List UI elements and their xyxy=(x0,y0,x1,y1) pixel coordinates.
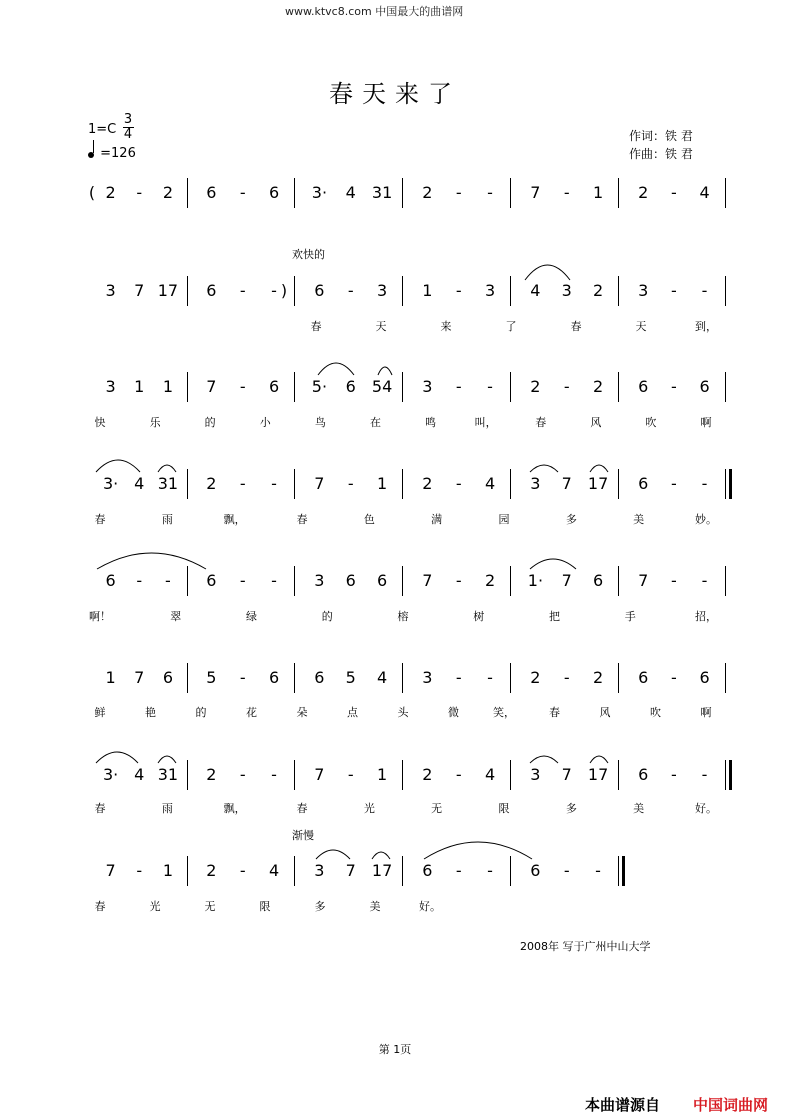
note: - xyxy=(563,377,570,396)
note: 1 xyxy=(422,281,433,300)
note: 54 xyxy=(371,377,393,396)
note: 2 xyxy=(105,183,116,202)
note: 6 xyxy=(345,377,356,396)
note: 2 xyxy=(638,183,649,202)
note: - xyxy=(670,474,677,493)
note: 3 xyxy=(314,571,325,590)
expression-huankuai: 欢快的 xyxy=(292,248,325,261)
note: - xyxy=(239,765,246,784)
note: 1 xyxy=(162,377,174,396)
note: 2 xyxy=(530,668,541,687)
note: 1 xyxy=(376,474,388,493)
note: 3 xyxy=(376,281,388,300)
note: - xyxy=(271,765,277,784)
lyric: 手 xyxy=(624,610,636,623)
lyric: 绿 xyxy=(246,610,257,623)
note: 4 xyxy=(134,474,145,493)
lyric: 多 xyxy=(314,900,326,913)
slur xyxy=(525,265,570,280)
note: 2 xyxy=(592,281,604,300)
lyric: 微 xyxy=(448,706,459,719)
note: 7 xyxy=(638,571,649,590)
lyric: 了 xyxy=(505,320,517,333)
note: 6 xyxy=(268,183,280,202)
lyric: 限 xyxy=(259,900,271,913)
note: 3· xyxy=(102,474,119,493)
note: - xyxy=(239,183,246,202)
note: 2 xyxy=(162,183,174,202)
lyric: 雨 xyxy=(161,802,173,815)
note: 3 xyxy=(105,281,116,300)
lyric: 快 xyxy=(94,416,106,429)
note: 2 xyxy=(422,765,433,784)
slur xyxy=(318,363,354,375)
note: - xyxy=(487,377,493,396)
note: 6 xyxy=(105,571,116,590)
note: 1 xyxy=(162,861,174,880)
lyric: 翠 xyxy=(170,610,182,623)
note: 3· xyxy=(311,183,328,202)
note: - xyxy=(670,183,677,202)
note: 6 xyxy=(530,861,541,880)
note: - xyxy=(239,571,246,590)
note: 2 xyxy=(206,765,217,784)
note: - xyxy=(563,183,570,202)
note: 3 xyxy=(638,281,649,300)
note: 6 xyxy=(638,668,649,687)
lyric: 到， xyxy=(695,320,717,333)
note: 2 xyxy=(530,377,541,396)
note: - xyxy=(563,861,570,880)
lyric: 美 xyxy=(633,802,645,815)
note: 31 xyxy=(157,765,179,784)
note: 1 xyxy=(592,183,604,202)
note: 6 xyxy=(376,571,388,590)
note: - xyxy=(239,668,246,687)
note: 2 xyxy=(422,474,433,493)
note: 3 xyxy=(422,377,433,396)
prelude-close: ) xyxy=(280,281,288,300)
note: 4 xyxy=(345,183,356,202)
lyric: 笑， xyxy=(493,706,515,719)
note: - xyxy=(239,474,246,493)
lyric: 把 xyxy=(549,610,560,623)
prelude-open: ( xyxy=(88,183,96,202)
lyric: 的 xyxy=(195,706,207,719)
note: 5· xyxy=(311,377,328,396)
note: 6 xyxy=(638,474,649,493)
slur xyxy=(530,559,576,569)
lyric: 小 xyxy=(259,416,271,429)
lyric: 妙。 xyxy=(695,513,717,526)
note: 5 xyxy=(345,668,356,687)
lyric: 啊 xyxy=(700,706,712,719)
lyric: 头 xyxy=(397,706,409,719)
expression-jianman: 渐慢 xyxy=(292,829,314,842)
note: - xyxy=(271,281,277,300)
lyric: 好。 xyxy=(695,802,717,815)
lyric: 艳 xyxy=(145,706,156,719)
lyric: 满 xyxy=(431,513,443,526)
note: - xyxy=(347,281,354,300)
note: 31 xyxy=(371,183,393,202)
lyric: 飘， xyxy=(223,802,246,815)
note: - xyxy=(347,474,354,493)
lyric: 树 xyxy=(473,610,485,623)
composer: 作曲：铁 君 xyxy=(629,147,693,161)
note: - xyxy=(670,281,677,300)
slur xyxy=(530,465,558,472)
note: 3 xyxy=(561,281,572,300)
note: - xyxy=(455,281,462,300)
note: 3 xyxy=(105,377,116,396)
note: - xyxy=(563,668,570,687)
time-denominator: 4 xyxy=(123,127,133,142)
lyric: 朵 xyxy=(296,706,308,719)
note: - xyxy=(136,861,143,880)
note: 5 xyxy=(206,668,217,687)
lyric: 光 xyxy=(149,900,161,913)
note: - xyxy=(455,474,462,493)
note: 17 xyxy=(587,474,609,493)
note: 31 xyxy=(157,474,179,493)
note: 2 xyxy=(592,377,604,396)
lyric: 无 xyxy=(431,802,443,815)
note: 3 xyxy=(530,474,541,493)
note: - xyxy=(487,668,493,687)
note: - xyxy=(701,281,708,300)
lyric: 啊 xyxy=(700,416,712,429)
slur xyxy=(158,756,176,763)
note: 6 xyxy=(206,571,217,590)
note: 1 xyxy=(134,377,145,396)
note: - xyxy=(455,765,462,784)
lyric: 吹 xyxy=(645,416,657,429)
composition-note: 2008年 写于广州中山大学 xyxy=(520,940,651,953)
note: - xyxy=(239,281,246,300)
lyric: 无 xyxy=(204,900,216,913)
note: - xyxy=(595,861,601,880)
lyric: 叫， xyxy=(474,416,497,429)
note: 6 xyxy=(314,281,325,300)
lyric: 多 xyxy=(565,802,577,815)
note: 6 xyxy=(206,281,217,300)
lyric: 春 xyxy=(549,706,560,719)
slur xyxy=(96,752,138,763)
lyric: 点 xyxy=(347,706,358,719)
note: - xyxy=(487,183,493,202)
note: - xyxy=(271,571,277,590)
note: 2 xyxy=(422,183,433,202)
slur xyxy=(316,850,350,859)
note: - xyxy=(670,571,677,590)
note: - xyxy=(701,474,708,493)
note: 3 xyxy=(314,861,325,880)
lyric: 啊！ xyxy=(89,610,111,623)
lyric: 美 xyxy=(369,900,381,913)
note: 6 xyxy=(268,668,280,687)
note: 6 xyxy=(206,183,217,202)
note: 17 xyxy=(587,765,609,784)
note: 2 xyxy=(206,861,217,880)
lyric: 春 xyxy=(296,802,308,815)
lyric: 鸣 xyxy=(425,416,437,429)
source-brand: 中国词曲网 xyxy=(693,1096,769,1114)
lyric: 春 xyxy=(310,320,322,333)
lyric: 鸟 xyxy=(314,416,326,429)
note: 4 xyxy=(268,861,280,880)
note: 7 xyxy=(561,571,572,590)
note: 4 xyxy=(530,281,541,300)
slur xyxy=(590,756,608,763)
lyric: 鲜 xyxy=(94,706,106,719)
note: 4 xyxy=(699,183,710,202)
note: - xyxy=(701,765,708,784)
note: - xyxy=(165,571,171,590)
lyric: 春 xyxy=(94,900,106,913)
time-numerator: 3 xyxy=(123,112,133,127)
note: - xyxy=(487,861,493,880)
note: 6 xyxy=(638,377,649,396)
note: 7 xyxy=(206,377,217,396)
lyric: 春 xyxy=(94,802,106,815)
note: 1 xyxy=(376,765,388,784)
note: 7 xyxy=(345,861,356,880)
lyric: 好。 xyxy=(419,900,441,913)
note: 6 xyxy=(699,668,710,687)
note: 6 xyxy=(699,377,710,396)
slur xyxy=(97,553,206,569)
note: 3 xyxy=(530,765,541,784)
lyric: 吹 xyxy=(650,706,661,719)
note: 7 xyxy=(561,474,572,493)
lyric: 色 xyxy=(363,513,375,526)
lyric: 美 xyxy=(633,513,645,526)
lyricist: 作词：铁 君 xyxy=(629,129,693,143)
note: - xyxy=(239,861,246,880)
note: 4 xyxy=(134,765,145,784)
lyric: 春 xyxy=(296,513,308,526)
note: 7 xyxy=(422,571,433,590)
note: 2 xyxy=(484,571,496,590)
note: 3 xyxy=(484,281,496,300)
note: - xyxy=(271,474,277,493)
lyric: 花 xyxy=(246,706,257,719)
note: 17 xyxy=(371,861,393,880)
lyric: 乐 xyxy=(149,416,161,429)
lyric: 天 xyxy=(635,320,647,333)
slur xyxy=(424,842,532,859)
note: - xyxy=(136,571,143,590)
lyric: 多 xyxy=(565,513,577,526)
note: 7 xyxy=(314,474,325,493)
note: 3 xyxy=(422,668,433,687)
key-signature: 1=C xyxy=(88,122,117,137)
note: 7 xyxy=(561,765,572,784)
lyric: 的 xyxy=(204,416,216,429)
lyric: 来 xyxy=(440,320,452,333)
note: - xyxy=(455,668,462,687)
note: 3· xyxy=(102,765,119,784)
lyric: 光 xyxy=(363,802,375,815)
page-number: 第 1页 xyxy=(378,1043,412,1056)
note: - xyxy=(701,571,708,590)
slur xyxy=(372,852,390,859)
note: 6 xyxy=(638,765,649,784)
note: 1· xyxy=(527,571,544,590)
note: 4 xyxy=(484,474,496,493)
lyric: 雨 xyxy=(161,513,173,526)
note: - xyxy=(455,377,462,396)
slur xyxy=(590,465,608,472)
note: - xyxy=(670,765,677,784)
note: - xyxy=(670,377,677,396)
source-label: 本曲谱源自 xyxy=(585,1096,661,1114)
lyric: 风 xyxy=(599,706,611,719)
note: 6 xyxy=(162,668,174,687)
lyric: 榕 xyxy=(397,610,409,623)
note: 4 xyxy=(484,765,496,784)
lyric: 在 xyxy=(369,416,381,429)
note: - xyxy=(670,668,677,687)
lyric: 飘， xyxy=(223,513,246,526)
note: 6 xyxy=(314,668,325,687)
note: 6 xyxy=(345,571,356,590)
slur xyxy=(378,367,392,375)
lyric: 春 xyxy=(535,416,547,429)
note: 6 xyxy=(268,377,280,396)
lyric: 限 xyxy=(498,802,510,815)
lyric: 风 xyxy=(590,416,602,429)
note: 2 xyxy=(592,668,604,687)
note: 2 xyxy=(206,474,217,493)
note: 7 xyxy=(314,765,325,784)
note: 6 xyxy=(422,861,433,880)
lyric: 招， xyxy=(695,610,717,623)
note: - xyxy=(455,571,462,590)
note: 4 xyxy=(376,668,388,687)
note: 7 xyxy=(530,183,541,202)
note: 6 xyxy=(592,571,604,590)
note: 1 xyxy=(105,668,116,687)
note: 17 xyxy=(157,281,179,300)
note: - xyxy=(347,765,354,784)
slur xyxy=(158,465,176,472)
note: 7 xyxy=(134,281,145,300)
lyric: 园 xyxy=(498,513,510,526)
lyric: 的 xyxy=(321,610,333,623)
slur xyxy=(96,460,140,472)
note: 7 xyxy=(105,861,116,880)
note: - xyxy=(455,861,462,880)
lyric: 春 xyxy=(570,320,582,333)
note: - xyxy=(136,183,143,202)
note: 7 xyxy=(134,668,145,687)
slur xyxy=(530,756,558,763)
tempo-value: =126 xyxy=(100,146,136,161)
song-title: 春天来了 xyxy=(329,80,461,108)
lyric: 春 xyxy=(94,513,106,526)
note: - xyxy=(455,183,462,202)
lyric: 天 xyxy=(375,320,387,333)
note: - xyxy=(239,377,246,396)
site-header: www.ktvc8.com 中国最大的曲谱网 xyxy=(285,5,464,18)
